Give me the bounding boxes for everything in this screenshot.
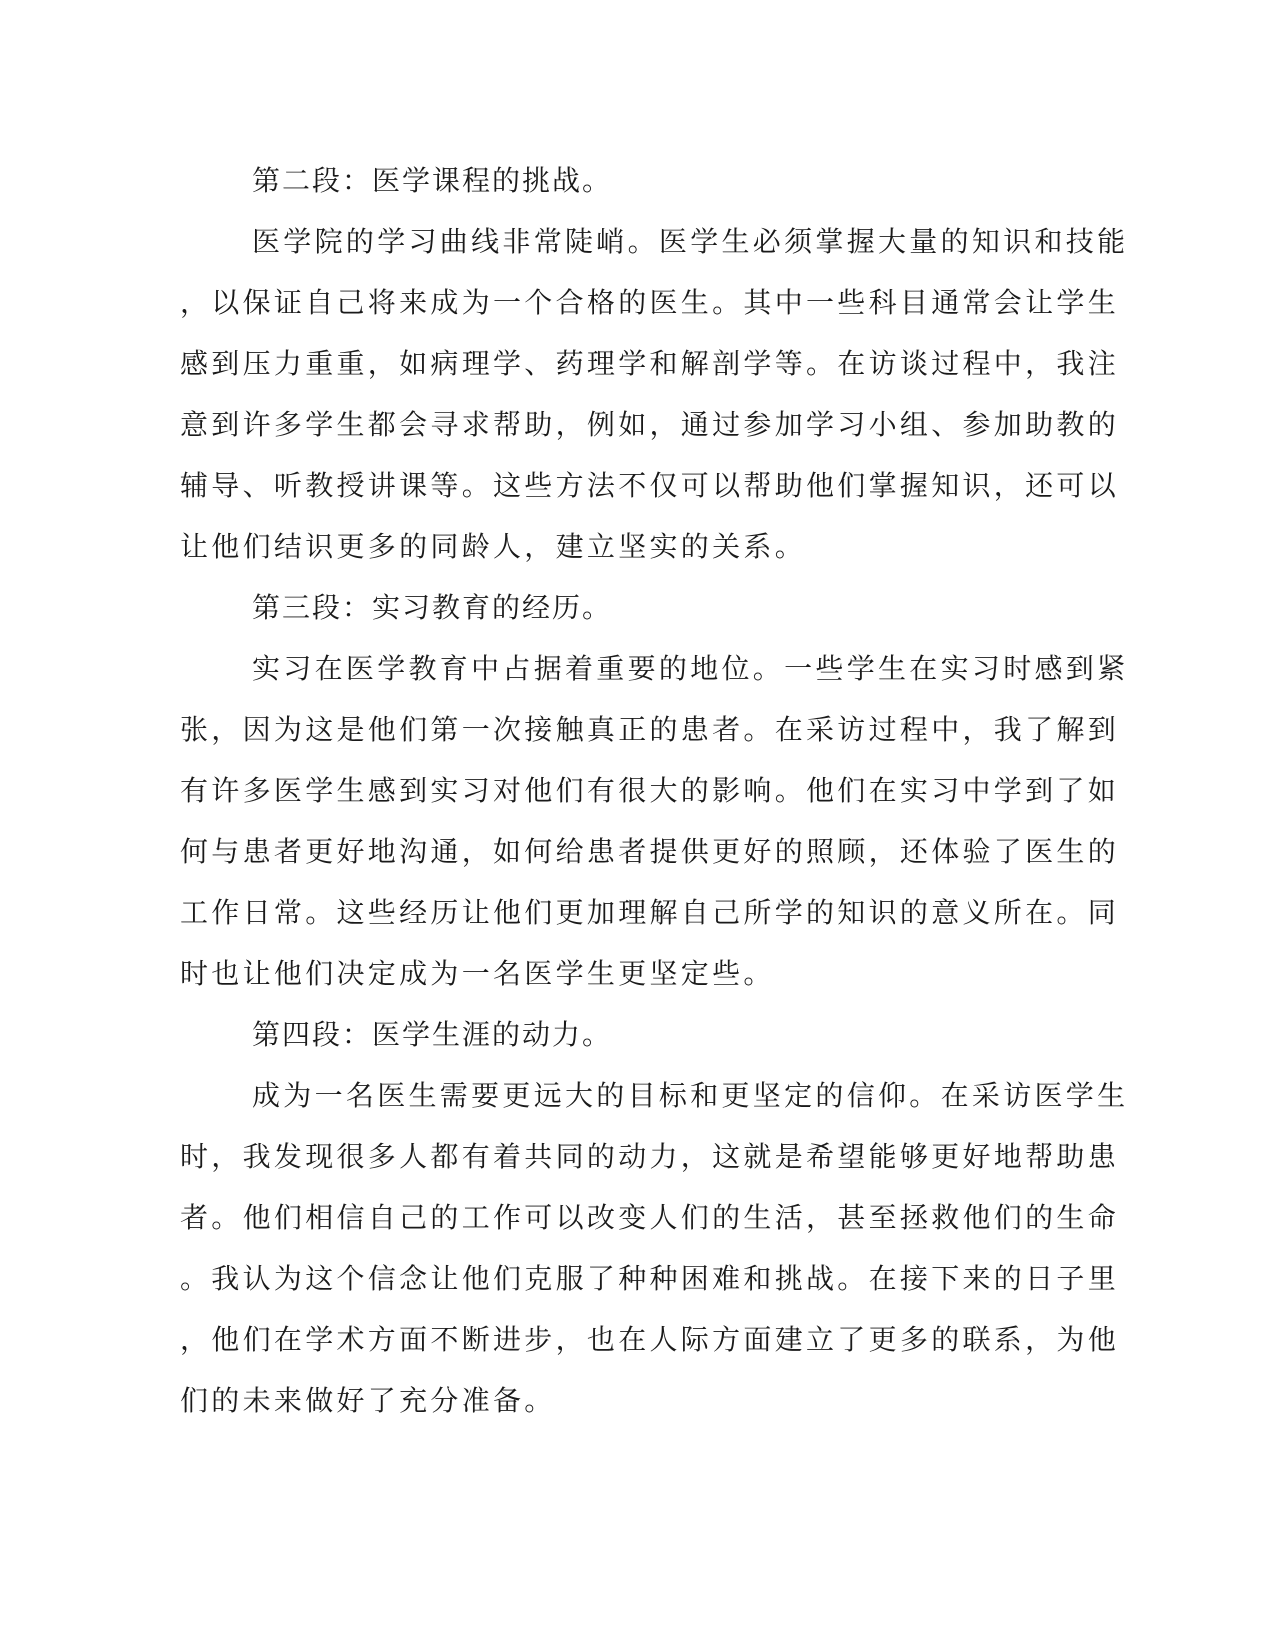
paragraph-line: 辅导、听教授讲课等。这些方法不仅可以帮助他们掌握知识，还可以 [180, 469, 1120, 502]
paragraph-line: 让他们结识更多的同龄人，建立坚实的关系。 [180, 530, 807, 563]
paragraph-line: 成为一名医生需要更远大的目标和更坚定的信仰。在采访医学生 [252, 1079, 1129, 1112]
document-body [180, 150, 1129, 1431]
paragraph-line: 。我认为这个信念让他们克服了种种困难和挑战。在接下来的日子里 [180, 1262, 1120, 1295]
section-heading-3: 第三段：实习教育的经历。 [252, 591, 613, 624]
paragraph-line: 实习在医学教育中占据着重要的地位。一些学生在实习时感到紧 [252, 652, 1129, 685]
paragraph-line: 时，我发现很多人都有着共同的动力，这就是希望能够更好地帮助患 [180, 1140, 1120, 1173]
section-heading-4: 第四段：医学生涯的动力。 [252, 1018, 613, 1051]
paragraph-line: ，他们在学术方面不断进步，也在人际方面建立了更多的联系，为他 [180, 1323, 1120, 1356]
paragraph-line: 者。他们相信自己的工作可以改变人们的生活，甚至拯救他们的生命 [180, 1201, 1120, 1234]
paragraph-line: 何与患者更好地沟通，如何给患者提供更好的照顾，还体验了医生的 [180, 835, 1120, 868]
paragraph-line: ，以保证自己将来成为一个合格的医生。其中一些科目通常会让学生 [180, 286, 1120, 319]
paragraph-line: 张，因为这是他们第一次接触真正的患者。在采访过程中，我了解到 [180, 713, 1120, 746]
paragraph-line: 们的未来做好了充分准备。 [180, 1384, 556, 1417]
paragraph-line: 工作日常。这些经历让他们更加理解自己所学的知识的意义所在。同 [180, 896, 1120, 929]
paragraph-line: 医学院的学习曲线非常陡峭。医学生必须掌握大量的知识和技能 [252, 225, 1129, 258]
paragraph-line: 感到压力重重，如病理学、药理学和解剖学等。在访谈过程中，我注 [180, 347, 1120, 380]
section-heading-2: 第二段：医学课程的挑战。 [252, 164, 613, 197]
paragraph-line: 有许多医学生感到实习对他们有很大的影响。他们在实习中学到了如 [180, 774, 1120, 807]
paragraph-line: 时也让他们决定成为一名医学生更坚定些。 [180, 957, 775, 990]
paragraph-line: 意到许多学生都会寻求帮助，例如，通过参加学习小组、参加助教的 [180, 408, 1120, 441]
